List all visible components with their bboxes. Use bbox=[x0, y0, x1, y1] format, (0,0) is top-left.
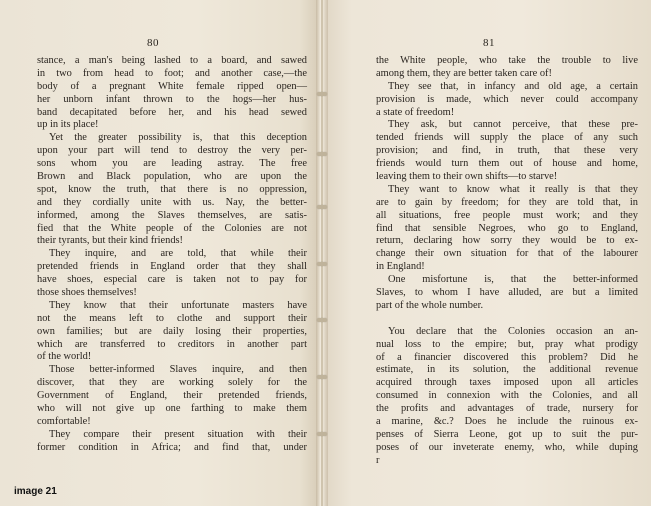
text-line: return, declaring how sorry they would be to ex- bbox=[376, 235, 638, 247]
text-line: stance, a man's being lashed to a board, and sawed bbox=[37, 55, 307, 66]
text-line: You declare that the Colonies occasion an an- bbox=[388, 325, 638, 337]
text-line: which are transferred to creditors in another part bbox=[37, 338, 307, 350]
text-line: Slaves, to whom I have alluded, are but a limited bbox=[376, 287, 638, 299]
text-line: consumed in connexion with the Colonies, and all bbox=[376, 390, 638, 402]
text-line: have shoes, especial care is taken not to pay for bbox=[37, 274, 307, 286]
text-line: and they cordially unite with us. Nay, the better- bbox=[37, 196, 307, 208]
text-line: They know that their unfortunate masters have bbox=[49, 299, 307, 311]
right-page-text bbox=[376, 55, 638, 468]
text-line: of a financier discovered this problem? Did he bbox=[376, 351, 638, 363]
text-line: upon your part will tend to destroy the very per- bbox=[37, 145, 307, 157]
text-line: estimate, in its solution, the additional revenue bbox=[376, 364, 638, 376]
text-line: nual loss to the empire; but, pray what prodigy bbox=[376, 338, 638, 350]
text-line: in two from head to foot; and another case,—the bbox=[37, 67, 307, 79]
text-line: among them, they are better taken care of! bbox=[376, 67, 552, 79]
text-line: poses of our inveterate enemy, who, while duping bbox=[376, 441, 638, 453]
text-line: leaving them to their own shifts—to starve! bbox=[376, 171, 558, 183]
text-line: penses of Sierra Leone, got up to suit the pur- bbox=[376, 428, 638, 440]
text-line: their tyrants, but their kind friends! bbox=[37, 235, 184, 247]
text-line: former condition in Africa; and find that, under bbox=[37, 441, 307, 453]
text-line: the profits and advantages of trade, nursery for bbox=[376, 403, 638, 415]
left-page bbox=[0, 0, 318, 506]
text-line: find that sensible Negroes, who go to England, bbox=[376, 222, 638, 234]
text-line: are to gain by freedom; for they are told that, in bbox=[376, 196, 638, 208]
text-line: a state of freedom! bbox=[376, 106, 455, 118]
text-line: not the means left to clothe and support their bbox=[37, 312, 307, 324]
text-line: They inquire, and are told, that while their bbox=[49, 248, 307, 260]
text-line: comfortable! bbox=[37, 415, 91, 427]
text-line: fied that the White people of the Colonies are not bbox=[37, 222, 307, 234]
text-line: provision; and find, in truth, that these very bbox=[376, 145, 638, 157]
text-line: One misfortune is, that the better-informed bbox=[388, 274, 638, 286]
text-line: who will not give up one farthing to make them bbox=[37, 403, 307, 415]
text-line: They see that, in infancy and old age, a certain bbox=[388, 80, 638, 92]
text-line: spot, know the truth, that there is no oppression, bbox=[37, 183, 307, 195]
catchword: r bbox=[376, 454, 380, 466]
text-line: Brown and Black population, who are upon the bbox=[37, 171, 307, 183]
right-page-number: 81 bbox=[483, 37, 495, 49]
image-label: image 21 bbox=[14, 486, 57, 497]
text-line: part of the whole number. bbox=[376, 299, 484, 311]
text-line: tended friends will supply the place of any such bbox=[376, 132, 638, 144]
text-line: discover, that they are working solely for the bbox=[37, 377, 307, 389]
text-line: the White people, who take the trouble to live bbox=[376, 55, 638, 66]
text-line: all situations, free people must work; and they bbox=[376, 209, 638, 221]
text-line: provision is made, which never could accompany bbox=[376, 93, 638, 105]
text-line: pretended friends in England order that they shall bbox=[37, 261, 307, 273]
text-line: Those better-informed Slaves inquire, and then bbox=[49, 364, 307, 376]
text-line: up in its place! bbox=[37, 119, 99, 131]
text-line: friends would turn them out of house and home, bbox=[376, 158, 638, 170]
left-page-number: 80 bbox=[147, 37, 159, 49]
text-line: They compare their present situation with their bbox=[49, 428, 307, 440]
text-line: Yet the greater possibility is, that this deception bbox=[49, 132, 307, 144]
text-line: a marine, &c.? Does he include the ruinous ex- bbox=[376, 416, 638, 428]
section-gap bbox=[376, 313, 638, 326]
text-line: Government of England, their pretended friends, bbox=[37, 390, 307, 402]
text-line: those shoes themselves! bbox=[37, 287, 137, 299]
text-line: change their own situation for that of the labourer bbox=[376, 248, 638, 260]
text-line: informed, among the Slaves themselves, are satis- bbox=[37, 209, 307, 221]
left-page-text bbox=[37, 55, 307, 455]
text-line: body of a pregnant White female ripped open— bbox=[37, 80, 307, 92]
text-line: sons whom you are leading astray. The free bbox=[37, 158, 307, 170]
text-line: of the world! bbox=[37, 351, 92, 363]
text-line: in England! bbox=[376, 261, 425, 273]
text-line: own families; but are daily losing their properties, bbox=[37, 325, 307, 337]
text-line: acquired through taxes imposed upon all articles bbox=[376, 377, 638, 389]
text-line: They ask, but cannot perceive, that these pre- bbox=[388, 119, 638, 131]
text-line: band decapitated before her, and his head sewed bbox=[37, 106, 307, 118]
text-line: They want to know what it really is that they bbox=[388, 183, 638, 195]
right-page bbox=[326, 0, 651, 506]
binding-thread bbox=[321, 0, 323, 506]
text-line: her unborn infant thrown to the hogs—her hus- bbox=[37, 93, 307, 105]
